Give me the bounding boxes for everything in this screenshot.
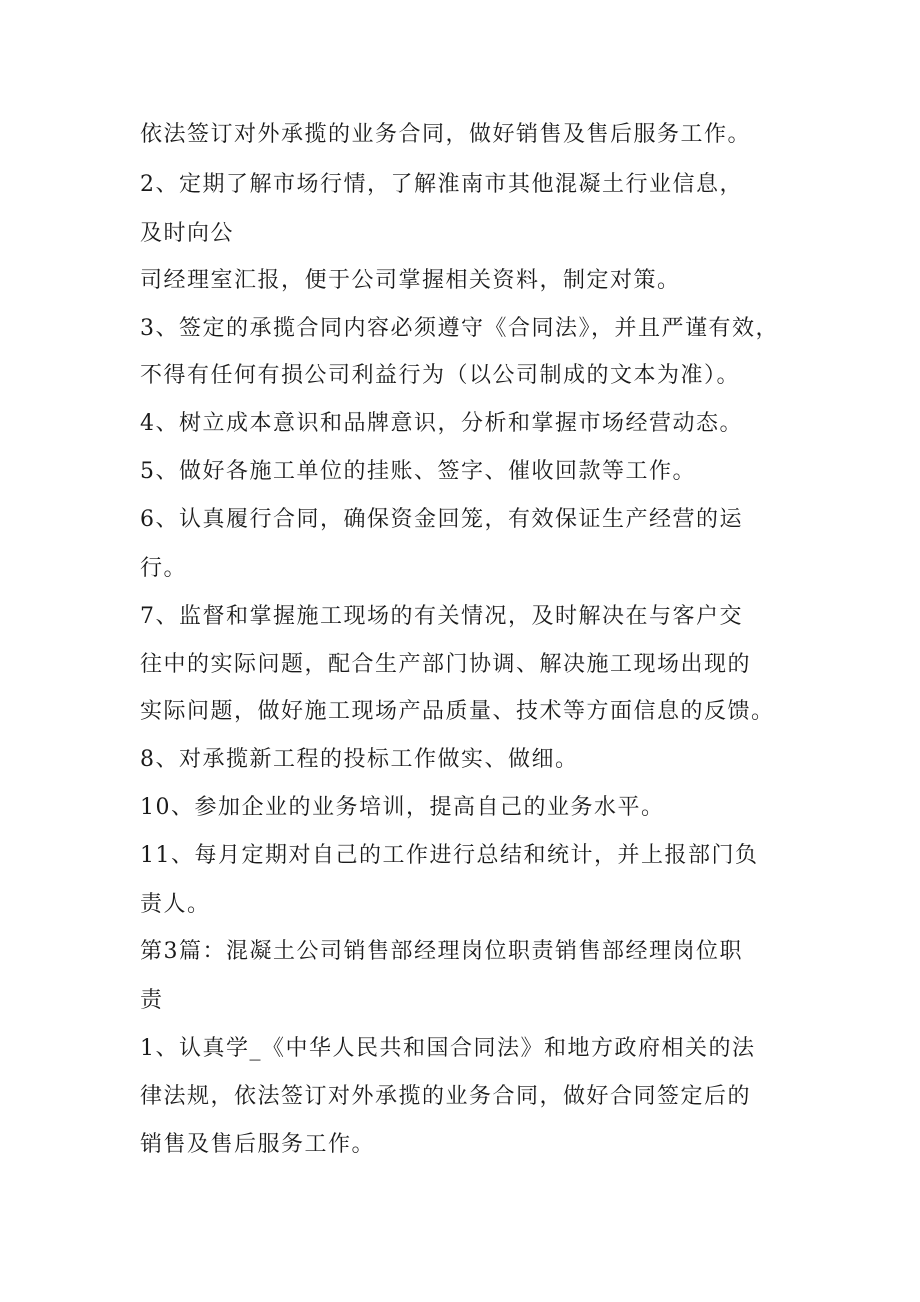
text-line: 责人。 <box>140 892 211 917</box>
text-line: 2、定期了解市场行情，了解淮南市其他混凝土行业信息， <box>140 172 743 197</box>
text-line: 5、做好各施工单位的挂账、签字、催收回款等工作。 <box>140 459 696 484</box>
text-line: 及时向公 <box>140 221 235 246</box>
text-line: 10、参加企业的业务培训，提高自己的业务水平。 <box>140 795 665 820</box>
text-line: 6、认真履行合同，确保资金回笼，有效保证生产经营的运 <box>140 507 743 532</box>
text-line: 往中的实际问题，配合生产部门协调、解决施工现场出现的 <box>140 652 752 677</box>
text-line: 7、监督和掌握施工现场的有关情况，及时解决在与客户交 <box>140 604 743 629</box>
section-heading: 责 <box>140 988 164 1013</box>
text-line: 行。 <box>140 556 188 581</box>
text-line: 律法规，依法签订对外承揽的业务合同，做好合同签定后的 <box>140 1084 752 1109</box>
section-heading: 第3篇：混凝土公司销售部经理岗位职责销售部经理岗位职 <box>140 939 743 964</box>
text-line: 1、认真学_《中华人民共和国合同法》和地方政府相关的法 <box>140 1036 756 1061</box>
text-line: 11、每月定期对自己的工作进行总结和统计，并上报部门负 <box>140 843 759 868</box>
text-line: 不得有任何有损公司利益行为（以公司制成的文本为准）。 <box>140 363 741 388</box>
text-line: 3、签定的承揽合同内容必须遵守《合同法》，并且严谨有效， <box>140 316 779 341</box>
text-line: 司经理室汇报，便于公司掌握相关资料，制定对策。 <box>140 268 681 293</box>
text-line: 4、树立成本意识和品牌意识，分析和掌握市场经营动态。 <box>140 411 743 436</box>
text-line: 实际问题，做好施工现场产品质量、技术等方面信息的反馈。 <box>140 699 775 724</box>
text-line: 依法签订对外承揽的业务合同，做好销售及售后服务工作。 <box>140 122 752 147</box>
text-line: 销售及售后服务工作。 <box>140 1132 376 1157</box>
text-line: 8、对承揽新工程的投标工作做实、做细。 <box>140 747 579 772</box>
